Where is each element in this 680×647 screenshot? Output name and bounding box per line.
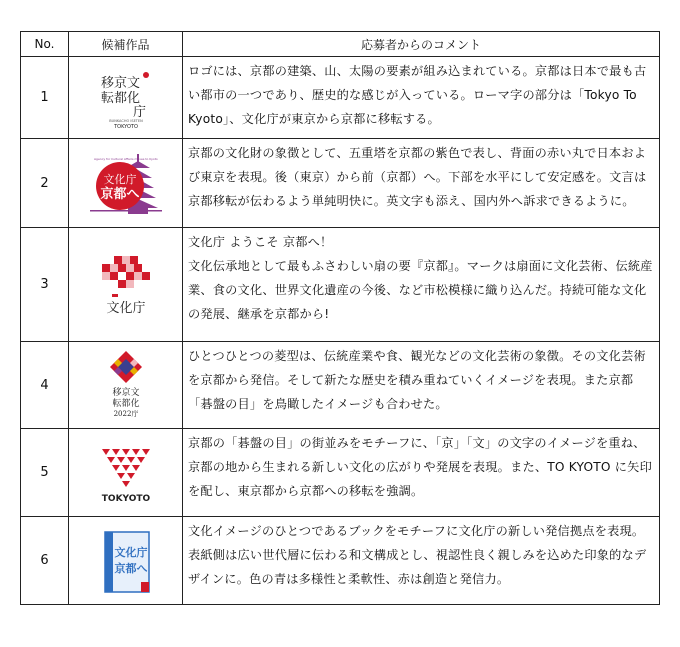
logo-6-line-2: 京都へ [114, 561, 147, 575]
comment-text: 文化イメージのひとつであるブックをモチーフに文化庁の新しい発信拠点を表現。表紙側は広い世代層に伝わる和文構成とし、視認性良く親しみを込めた印象的なデザインに。色の青は多様性と柔軟性、赤は創造と発信力。 [183, 517, 660, 605]
comment-text: ひとつひとつの菱型は、伝統産業や食、観光などの文化芸術の象徴。その文化芸術を京都から発信。そして新たな歴史を積み重ねていくイメージを表現。また京都「碁盤の目」を鳥瞰したイメージも合わせた。 [183, 342, 660, 429]
logo-cell [69, 57, 183, 139]
triangle-arrow-icon [102, 449, 150, 487]
header-candidate: 候補作品 [69, 32, 183, 57]
table-row [21, 517, 660, 605]
sun-dot-icon [143, 72, 149, 78]
table-row [21, 57, 660, 139]
row-number: 3 [21, 228, 69, 342]
comment-text: 京都の文化財の象徴として、五重塔を京都の紫色で表し、背面の赤い丸で日本および東京を表現。後（東京）から前（京都）へ。下部を水平にして安定感を。文言は京都移転が伝わるよう単純明快に。英文字も添え、国内外へ訴求できるように。 [183, 139, 660, 228]
logo-3-image [86, 250, 166, 320]
logo-cell [69, 228, 183, 342]
checkered-fan-icon [102, 256, 150, 288]
diamond-grid-icon [110, 351, 142, 383]
header-comment: 応募者からのコメント [183, 32, 660, 57]
logo-3-text: 文化庁 [105, 300, 146, 316]
logo-2-image [86, 146, 166, 220]
logo-2-line-1: 文化庁 [103, 173, 136, 186]
logo-6-line-1: 文化庁 [114, 545, 147, 559]
red-circle-icon [96, 162, 144, 210]
logo-2-line-2: 京都へ [99, 187, 140, 202]
comment-text: ロゴには、京都の建築、山、太陽の要素が組み込まれている。京都は日本で最も古い都市の一つであり、歴史的な感じが入っている。ローマ字の部分は「Tokyo To Kyoto」、文化庁が東京から京都に移転する。 [183, 57, 660, 139]
logo-2-arc-text: Agency for Cultural Affairs moves to Kyoto [93, 157, 158, 161]
logo-4-line-2: 転都化 [111, 399, 140, 409]
header-row [21, 32, 660, 57]
table-row [21, 139, 660, 228]
table-row [21, 342, 660, 429]
logo-1-line-3: 庁 [132, 104, 146, 120]
logo-cell [69, 139, 183, 228]
logo-4-year: 2022庁 [113, 410, 138, 418]
logo-1-line-1: 移京文 [100, 75, 140, 91]
table-row [21, 228, 660, 342]
base-line [90, 210, 162, 212]
logo-5-image [86, 441, 166, 505]
comment-text: 文化庁 ようこそ 京都へ！ 文化伝承地として最もふさわしい扇の要『京都』。マークは扇面に文化芸術、伝統産業、食の文化、世界文化遺産の今後、など市松模様に織り込んだ。持続可能な文化の発展、継承を京都から! [183, 228, 660, 342]
small-red-mark [112, 294, 118, 297]
row-number: 2 [21, 139, 69, 228]
candidates-table [20, 31, 660, 605]
row-number: 1 [21, 57, 69, 139]
logo-cell [69, 342, 183, 429]
logo-1-kyoto-text: TOKYOTO [113, 123, 138, 129]
comment-text: 京都の「碁盤の目」の街並みをモチーフに、「京」「文」の文字のイメージを重ね、京都の地から生まれる新しい文化の広がりや発展を表現。また、TO KYOTO に矢印を配し、東京都から京都への移転を強調。 [183, 429, 660, 517]
row-number: 6 [21, 517, 69, 605]
logo-6-image [91, 524, 161, 598]
logo-cell [69, 429, 183, 517]
logo-1-image [91, 67, 161, 129]
row-number: 5 [21, 429, 69, 517]
logo-5-text: TOKYOTO [101, 493, 150, 504]
logo-1-line-2: 転都化 [100, 90, 140, 106]
header-no: No. [21, 32, 69, 57]
logo-4-line-1: 移京文 [111, 388, 140, 398]
table-row [21, 429, 660, 517]
logo-1-small-text: BUNKACHO ISETEN [108, 118, 143, 123]
logo-cell [69, 517, 183, 605]
logo-4-image [91, 349, 161, 421]
row-number: 4 [21, 342, 69, 429]
